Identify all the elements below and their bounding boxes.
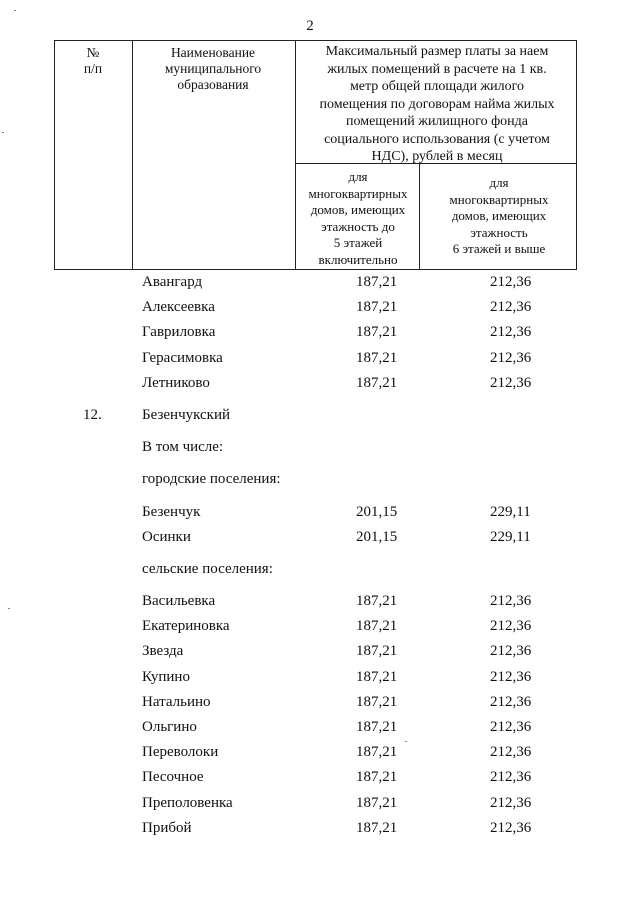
value-6-floors-and-above: 212,36 bbox=[490, 668, 532, 685]
value-6-floors-and-above: 212,36 bbox=[490, 643, 532, 660]
value-up-to-5-floors: 187,21 bbox=[356, 693, 398, 710]
municipality-name: Васильевка bbox=[142, 593, 216, 610]
header-sub-up-to-5-floors: для многоквартирных домов, имеющих этажность до 5 этажей включительно bbox=[308, 169, 408, 267]
scan-speck bbox=[405, 741, 407, 742]
municipality-name: Прибой bbox=[142, 819, 192, 836]
municipality-name: Авангард bbox=[142, 274, 203, 290]
value-6-floors-and-above: 212,36 bbox=[490, 374, 532, 391]
municipality-name: Ольгино bbox=[142, 719, 197, 735]
row-spacer bbox=[0, 552, 640, 559]
value-up-to-5-floors: 201,15 bbox=[356, 528, 398, 545]
scan-speck bbox=[8, 608, 10, 609]
municipality-name: Алексеевка bbox=[142, 299, 215, 316]
value-6-floors-and-above: 229,11 bbox=[490, 528, 531, 545]
row-spacer bbox=[0, 495, 640, 502]
header-divider bbox=[295, 41, 296, 269]
table-row bbox=[0, 405, 640, 430]
value-up-to-5-floors: 187,21 bbox=[356, 719, 398, 735]
value-up-to-5-floors: 187,21 bbox=[356, 299, 398, 316]
table-body bbox=[0, 272, 640, 843]
value-6-floors-and-above: 212,36 bbox=[490, 324, 532, 341]
scan-speck bbox=[2, 132, 4, 133]
municipality-name: Натальино bbox=[142, 693, 211, 710]
municipality-name: Звезда bbox=[142, 643, 184, 660]
row-number: 12. bbox=[83, 406, 102, 423]
value-up-to-5-floors: 187,21 bbox=[356, 349, 398, 366]
municipality-name: Гавриловка bbox=[142, 324, 216, 341]
municipality-name: Летниково bbox=[142, 374, 210, 391]
value-6-floors-and-above: 212,36 bbox=[490, 593, 532, 610]
table-row bbox=[0, 616, 640, 641]
header-col-municipality: Наименование муниципального образования bbox=[164, 45, 262, 92]
value-up-to-5-floors: 187,21 bbox=[356, 324, 398, 341]
table-row bbox=[0, 297, 640, 322]
table-row bbox=[0, 767, 640, 792]
table-row bbox=[0, 818, 640, 843]
value-6-floors-and-above: 212,36 bbox=[490, 769, 532, 786]
table-row bbox=[0, 559, 640, 584]
municipality-name: Екатериновка bbox=[142, 618, 230, 635]
header-divider bbox=[419, 163, 420, 269]
value-6-floors-and-above: 212,36 bbox=[490, 819, 532, 836]
table-row bbox=[0, 527, 640, 552]
municipality-name: Герасимовка bbox=[142, 349, 223, 366]
table-row bbox=[0, 348, 640, 373]
row-spacer bbox=[0, 584, 640, 591]
value-6-floors-and-above: 229,11 bbox=[490, 503, 531, 520]
value-up-to-5-floors: 187,21 bbox=[356, 744, 398, 761]
table-row bbox=[0, 373, 640, 398]
table-row bbox=[0, 591, 640, 616]
table-row bbox=[0, 717, 640, 742]
value-up-to-5-floors: 187,21 bbox=[356, 374, 398, 391]
row-spacer bbox=[0, 398, 640, 405]
value-up-to-5-floors: 187,21 bbox=[356, 819, 398, 836]
value-up-to-5-floors: 187,21 bbox=[356, 274, 398, 290]
table-row bbox=[0, 437, 640, 462]
value-up-to-5-floors: 187,21 bbox=[356, 643, 398, 660]
municipality-name: В том числе: bbox=[142, 439, 224, 456]
header-col-max-fee: Максимальный размер платы за наем жилых помещений в расчете на 1 кв. метр общей площади жилого помещения по договорам найма жилых помещений жилищного фонда социального использования (с учетом НДС), рублей в месяц bbox=[319, 44, 555, 164]
value-up-to-5-floors: 187,21 bbox=[356, 668, 398, 685]
value-up-to-5-floors: 201,15 bbox=[356, 503, 398, 520]
table-row bbox=[0, 502, 640, 527]
table-row bbox=[0, 667, 640, 692]
value-6-floors-and-above: 212,36 bbox=[490, 693, 532, 710]
scan-speck bbox=[14, 10, 16, 11]
value-6-floors-and-above: 212,36 bbox=[490, 349, 532, 366]
value-6-floors-and-above: 212,36 bbox=[490, 618, 532, 635]
row-spacer bbox=[0, 430, 640, 437]
municipality-name: Осинки bbox=[142, 528, 191, 545]
municipality-name: городские поселения: bbox=[142, 471, 281, 488]
table-header bbox=[54, 40, 577, 270]
value-up-to-5-floors: 187,21 bbox=[356, 593, 398, 610]
table-row bbox=[0, 322, 640, 347]
value-up-to-5-floors: 187,21 bbox=[356, 769, 398, 786]
municipality-name: Безенчук bbox=[142, 503, 201, 520]
table-row bbox=[0, 469, 640, 494]
value-up-to-5-floors: 187,21 bbox=[356, 618, 398, 635]
value-6-floors-and-above: 212,36 bbox=[490, 744, 532, 761]
municipality-name: Переволоки bbox=[142, 744, 219, 761]
table-row bbox=[0, 272, 640, 297]
header-col-number: № п/п bbox=[83, 45, 103, 76]
table-row bbox=[0, 793, 640, 818]
table-row bbox=[0, 692, 640, 717]
municipality-name: Купино bbox=[142, 668, 190, 685]
value-6-floors-and-above: 212,36 bbox=[490, 299, 532, 316]
header-sub-6-floors-and-above: для многоквартирных домов, имеющих этажность 6 этажей и выше bbox=[449, 175, 549, 256]
municipality-name: Безенчукский bbox=[142, 406, 231, 423]
page-number: 2 bbox=[306, 18, 314, 34]
table-row bbox=[0, 742, 640, 767]
municipality-name: сельские поселения: bbox=[142, 560, 273, 577]
value-6-floors-and-above: 212,36 bbox=[490, 794, 532, 811]
value-up-to-5-floors: 187,21 bbox=[356, 794, 398, 811]
value-6-floors-and-above: 212,36 bbox=[490, 719, 532, 735]
municipality-name: Песочное bbox=[142, 769, 204, 786]
row-spacer bbox=[0, 462, 640, 469]
municipality-name: Преполовенка bbox=[142, 794, 233, 811]
value-6-floors-and-above: 212,36 bbox=[490, 274, 532, 290]
table-row bbox=[0, 641, 640, 666]
